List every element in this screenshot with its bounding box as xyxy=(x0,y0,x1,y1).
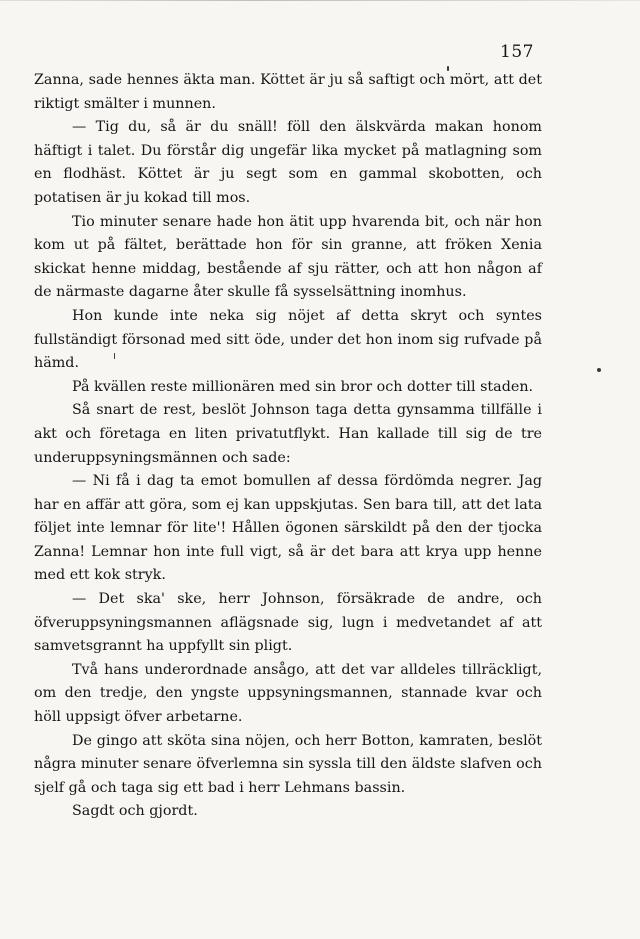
scan-speck xyxy=(447,66,449,71)
paragraph-3: Tio minuter senare hade hon ätit upp hvarenda bit, och när hon kom ut på fältet, berättade hon för sin granne, att fröken Xenia skickat henne middag, bestående af sju rätter, och att hon någon af de närmaste dagarne åter skulle få sysselsättning inomhus. xyxy=(34,213,542,301)
paragraph-8: — Det ska' ske, herr Johnson, försäkrade de andre, och öfveruppsyningsmannen aflägsnade sig, lugn i medvetandet af att samvetsgrannt ha uppfyllt sin pligt. xyxy=(34,591,542,655)
paragraph-11: Sagdt och gjordt. xyxy=(72,803,198,820)
body-text xyxy=(34,69,542,824)
paragraph-4: Hon kunde inte neka sig nöjet af detta skryt och syntes fullständigt försonad med sitt öde, under det hon inom sig rufvade på hämd. xyxy=(34,307,542,372)
paragraph-6: Så snart de rest, beslöt Johnson taga detta gynsamma tillfälle i akt och företaga en liten privatutflykt. Han kallade till sig de tre underuppsyningsmännen och sade: xyxy=(34,402,542,466)
paragraph-2: — Tig du, så är du snäll! föll den älskvärda makan honom häftigt i talet. Du förstår dig ungefär lika mycket på matlagning som en flodhäst. Köttet är ju segt som en gammal skobotten, och potatisen är ju kokad till mos. xyxy=(34,119,542,206)
paragraph-9: Två hans underordnade ansågo, att det var alldeles tillräckligt, om den tredje, den yngste uppsyningsmannen, stannade kvar och höll uppsigt öfver arbetarne. xyxy=(34,661,542,726)
page-number: 157 xyxy=(500,42,534,62)
paragraph-10: De gingo att sköta sina nöjen, och herr Botton, kamraten, beslöt några minuter senare öfverlemna sin syssla till den äldste slafven och sjelf gå och taga sig ett bad i herr Lehmans bassin. xyxy=(34,732,542,796)
paragraph-1: Zanna, sade hennes äkta man. Köttet är ju så saftigt och mört, att det riktigt smälter i munnen. xyxy=(34,72,542,112)
paragraph-5: På kvällen reste millionären med sin bror och dotter till staden. xyxy=(72,378,534,395)
scan-speck xyxy=(597,368,601,372)
scan-speck xyxy=(114,353,115,359)
paragraph-7: — Ni få i dag ta emot bomullen af dessa fördömda negrer. Jag har en affär att göra, som ej kan uppskjutas. Sen bara till, att det lata följet inte lemnar för lite'! Hållen ögonen särskildt på den der tjocka Zanna! Lemnar hon inte full vigt, så är det bara att krya upp henne med ett kok stryk. xyxy=(34,473,542,584)
scan-edge-line xyxy=(0,0,640,1)
